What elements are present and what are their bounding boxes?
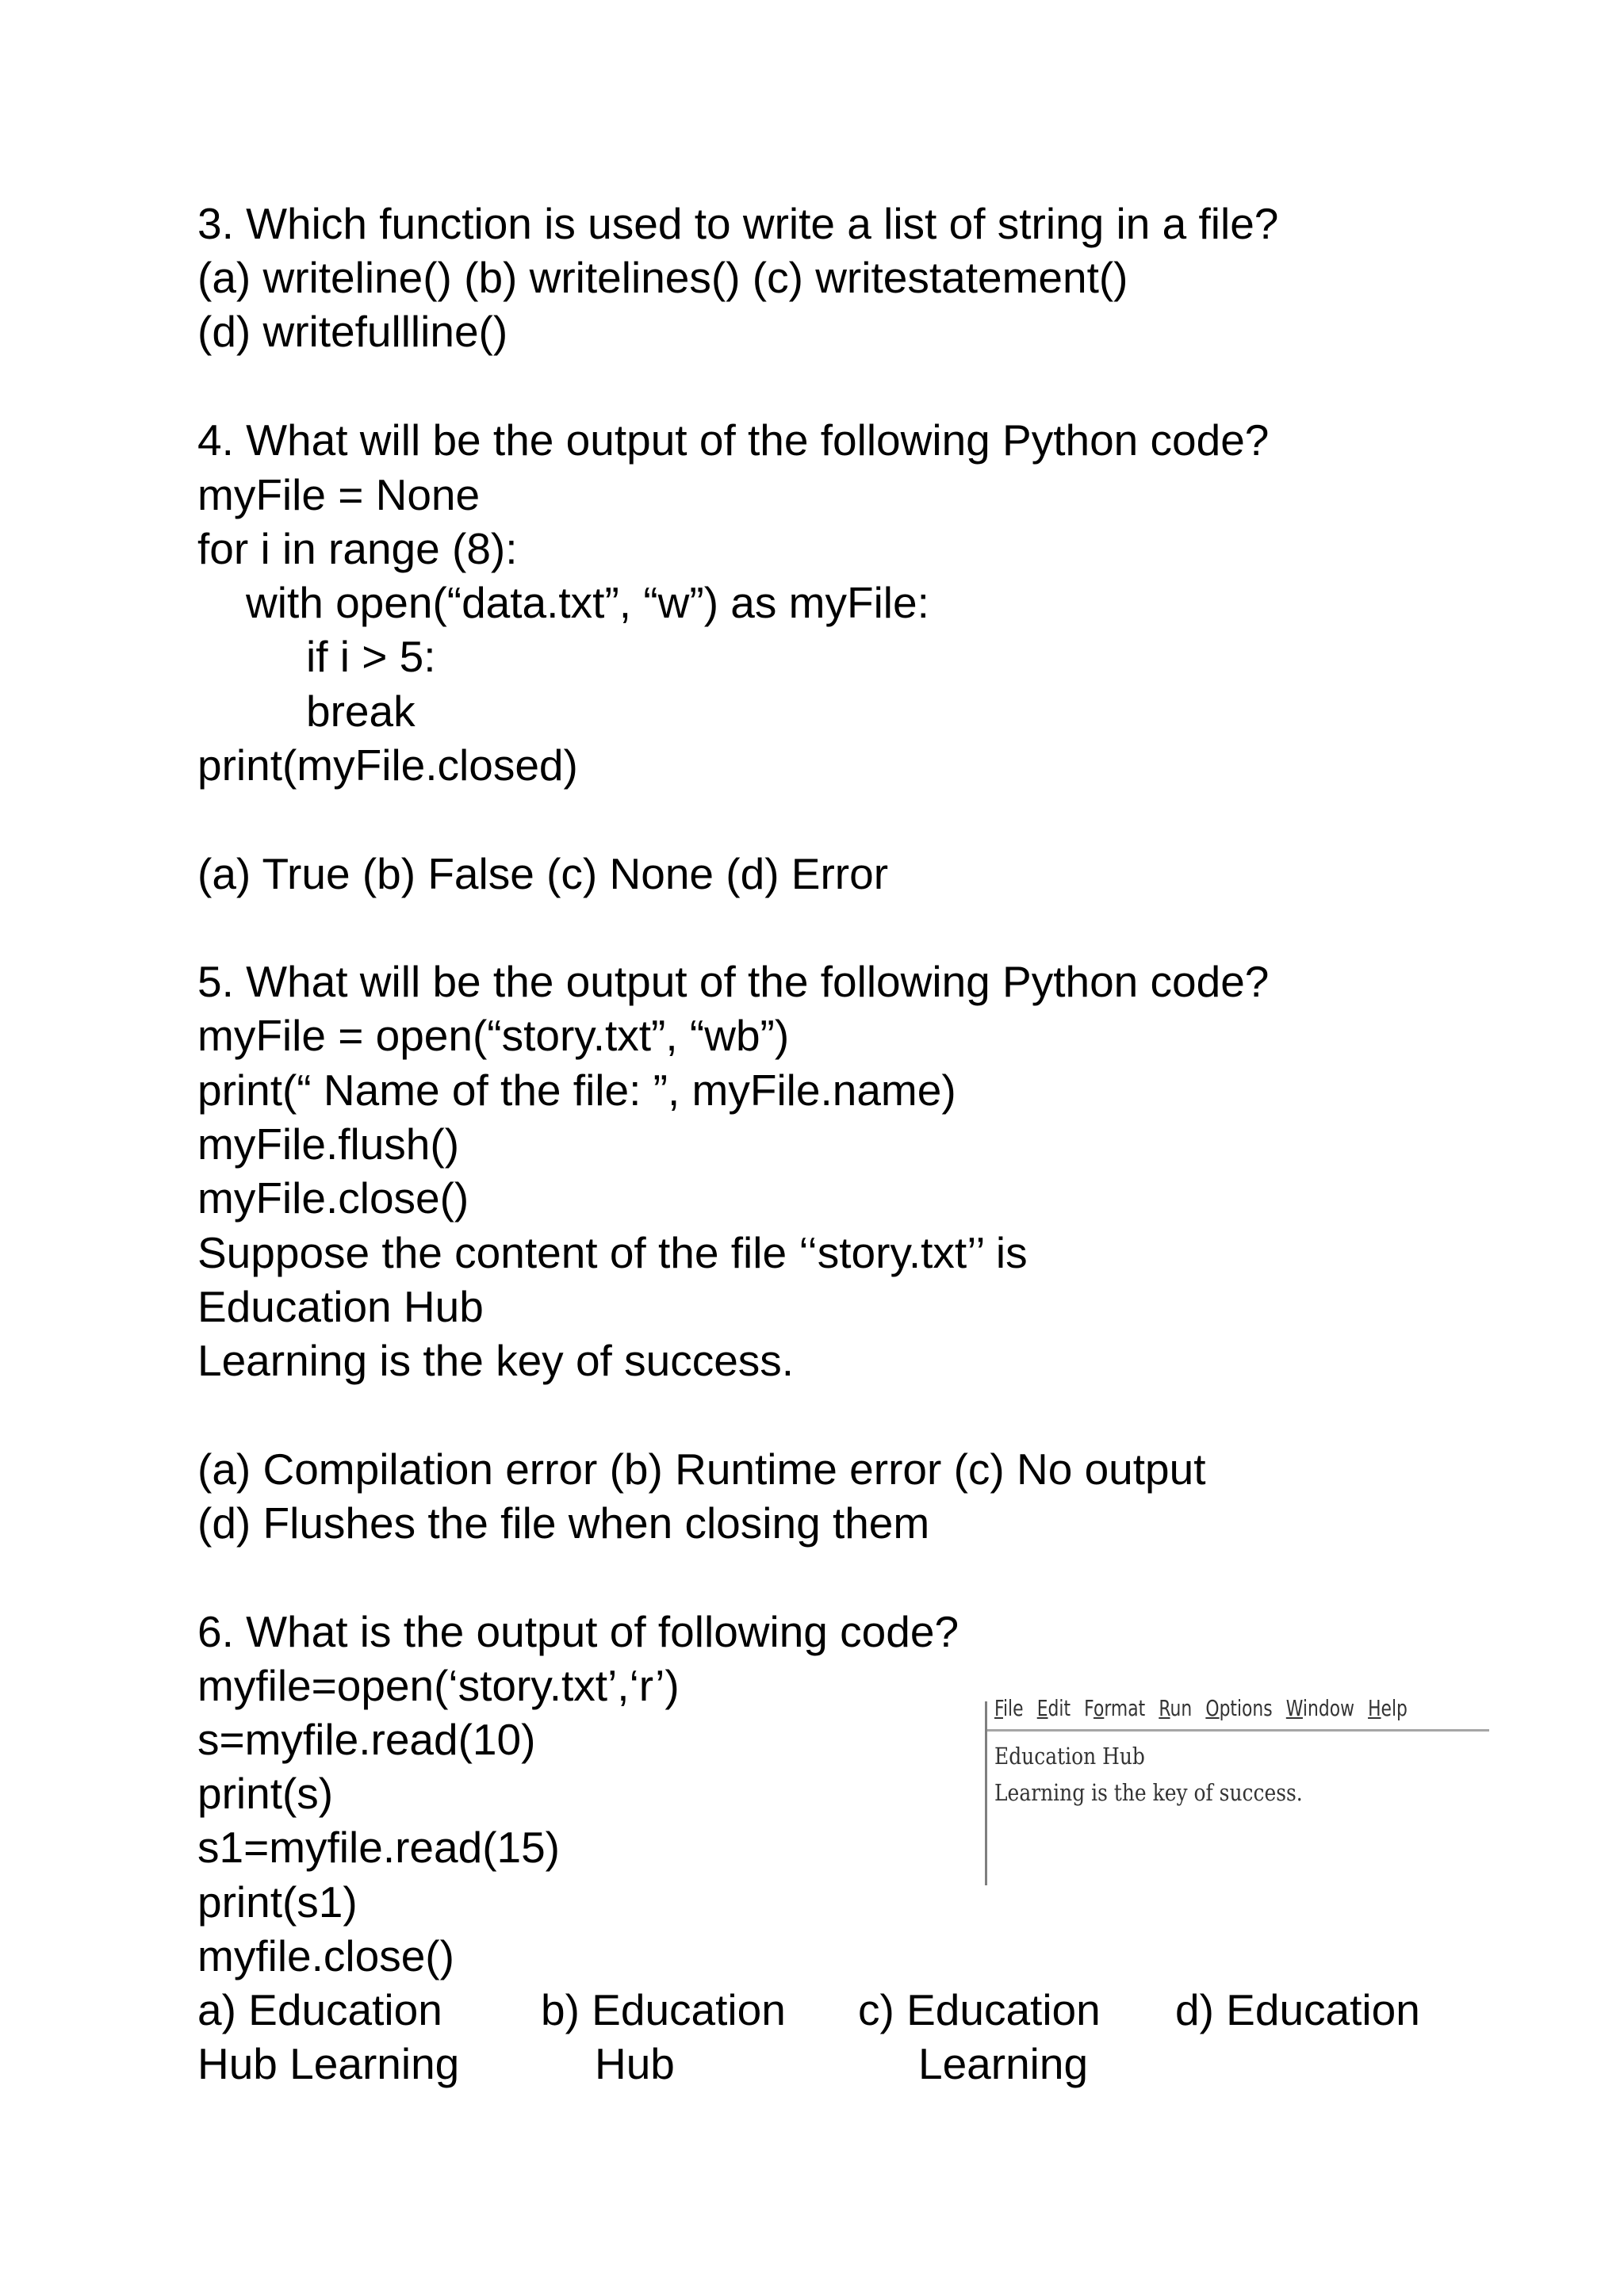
q6-code-line: myfile=open(‘story.txt’,‘r’) <box>197 1661 680 1710</box>
q6-code-line: s1=myfile.read(15) <box>197 1823 560 1872</box>
menu-run[interactable]: Run <box>1159 1695 1193 1721</box>
q4-code-line: with open(“data.txt”, “w”) as myFile: <box>246 578 929 627</box>
q5-code-line: Suppose the content of the file ‘‘story.txt’’ is <box>197 1228 1028 1277</box>
editor-line: Learning is the key of success. <box>994 1779 1303 1806</box>
menu-file[interactable]: File <box>994 1695 1024 1721</box>
q4-code-line: break <box>306 687 416 736</box>
q5-code-line: myFile.close() <box>197 1173 469 1223</box>
q3-options-line1: (a) writeline() (b) writelines() (c) writestatement() <box>197 253 1128 302</box>
q6-option-c-line2: Learning <box>918 2039 1089 2088</box>
q5-options-line2: (d) Flushes the file when closing them <box>197 1498 930 1548</box>
q5-code-line: myFile = open(“story.txt”, “wb”) <box>197 1011 790 1060</box>
q6-option-b-line1: b) Education <box>541 1985 786 2034</box>
editor-menu-divider <box>985 1729 1489 1732</box>
menu-help[interactable]: Help <box>1368 1695 1408 1721</box>
q6-code-line: print(s) <box>197 1769 334 1818</box>
q3-options-line2: (d) writefullline() <box>197 307 508 356</box>
q4-options: (a) True (b) False (c) None (d) Error <box>197 849 889 898</box>
q4-question: 4. What will be the output of the following Python code? <box>197 415 1270 465</box>
editor-text-area[interactable] <box>994 1738 1303 1811</box>
q4-code-line: for i in range (8): <box>197 524 518 573</box>
menu-window[interactable]: Window <box>1285 1695 1354 1721</box>
q6-code-line: s=myfile.read(10) <box>197 1715 536 1764</box>
q6-option-c-line1: c) Education <box>858 1985 1101 2034</box>
q4-code-line: myFile = None <box>197 470 481 519</box>
q4-code-line: print(myFile.closed) <box>197 740 578 790</box>
q6-option-d-line1: d) Education <box>1175 1985 1420 2034</box>
q5-question: 5. What will be the output of the following Python code? <box>197 957 1270 1006</box>
menu-edit[interactable]: Edit <box>1036 1695 1071 1721</box>
editor-line: Education Hub <box>994 1743 1145 1770</box>
q5-code-line: Learning is the key of success. <box>197 1336 795 1385</box>
q4-code-line: if i > 5: <box>306 632 436 681</box>
q6-option-a-line2: Hub Learning <box>197 2039 460 2088</box>
q5-options-line1: (a) Compilation error (b) Runtime error (c) No output <box>197 1445 1206 1494</box>
q3-question: 3. Which function is used to write a list of string in a file? <box>197 199 1279 248</box>
q6-option-a-line1: a) Education <box>197 1985 442 2034</box>
q5-code-line: print(“ Name of the file: ”, myFile.name) <box>197 1066 956 1115</box>
q6-code-line: print(s1) <box>197 1877 358 1927</box>
q5-code-line: Education Hub <box>197 1282 484 1331</box>
menu-format[interactable]: Format <box>1084 1695 1146 1721</box>
editor-screenshot <box>983 1695 1491 1887</box>
editor-left-border <box>985 1701 987 1885</box>
q5-code-line: myFile.flush() <box>197 1119 460 1169</box>
q6-code-line: myfile.close() <box>197 1931 454 1980</box>
q6-option-b-line2: Hub <box>595 2039 675 2088</box>
q6-question: 6. What is the output of following code? <box>197 1607 959 1656</box>
menu-options[interactable]: Options <box>1205 1695 1273 1721</box>
editor-menubar <box>994 1695 1408 1728</box>
